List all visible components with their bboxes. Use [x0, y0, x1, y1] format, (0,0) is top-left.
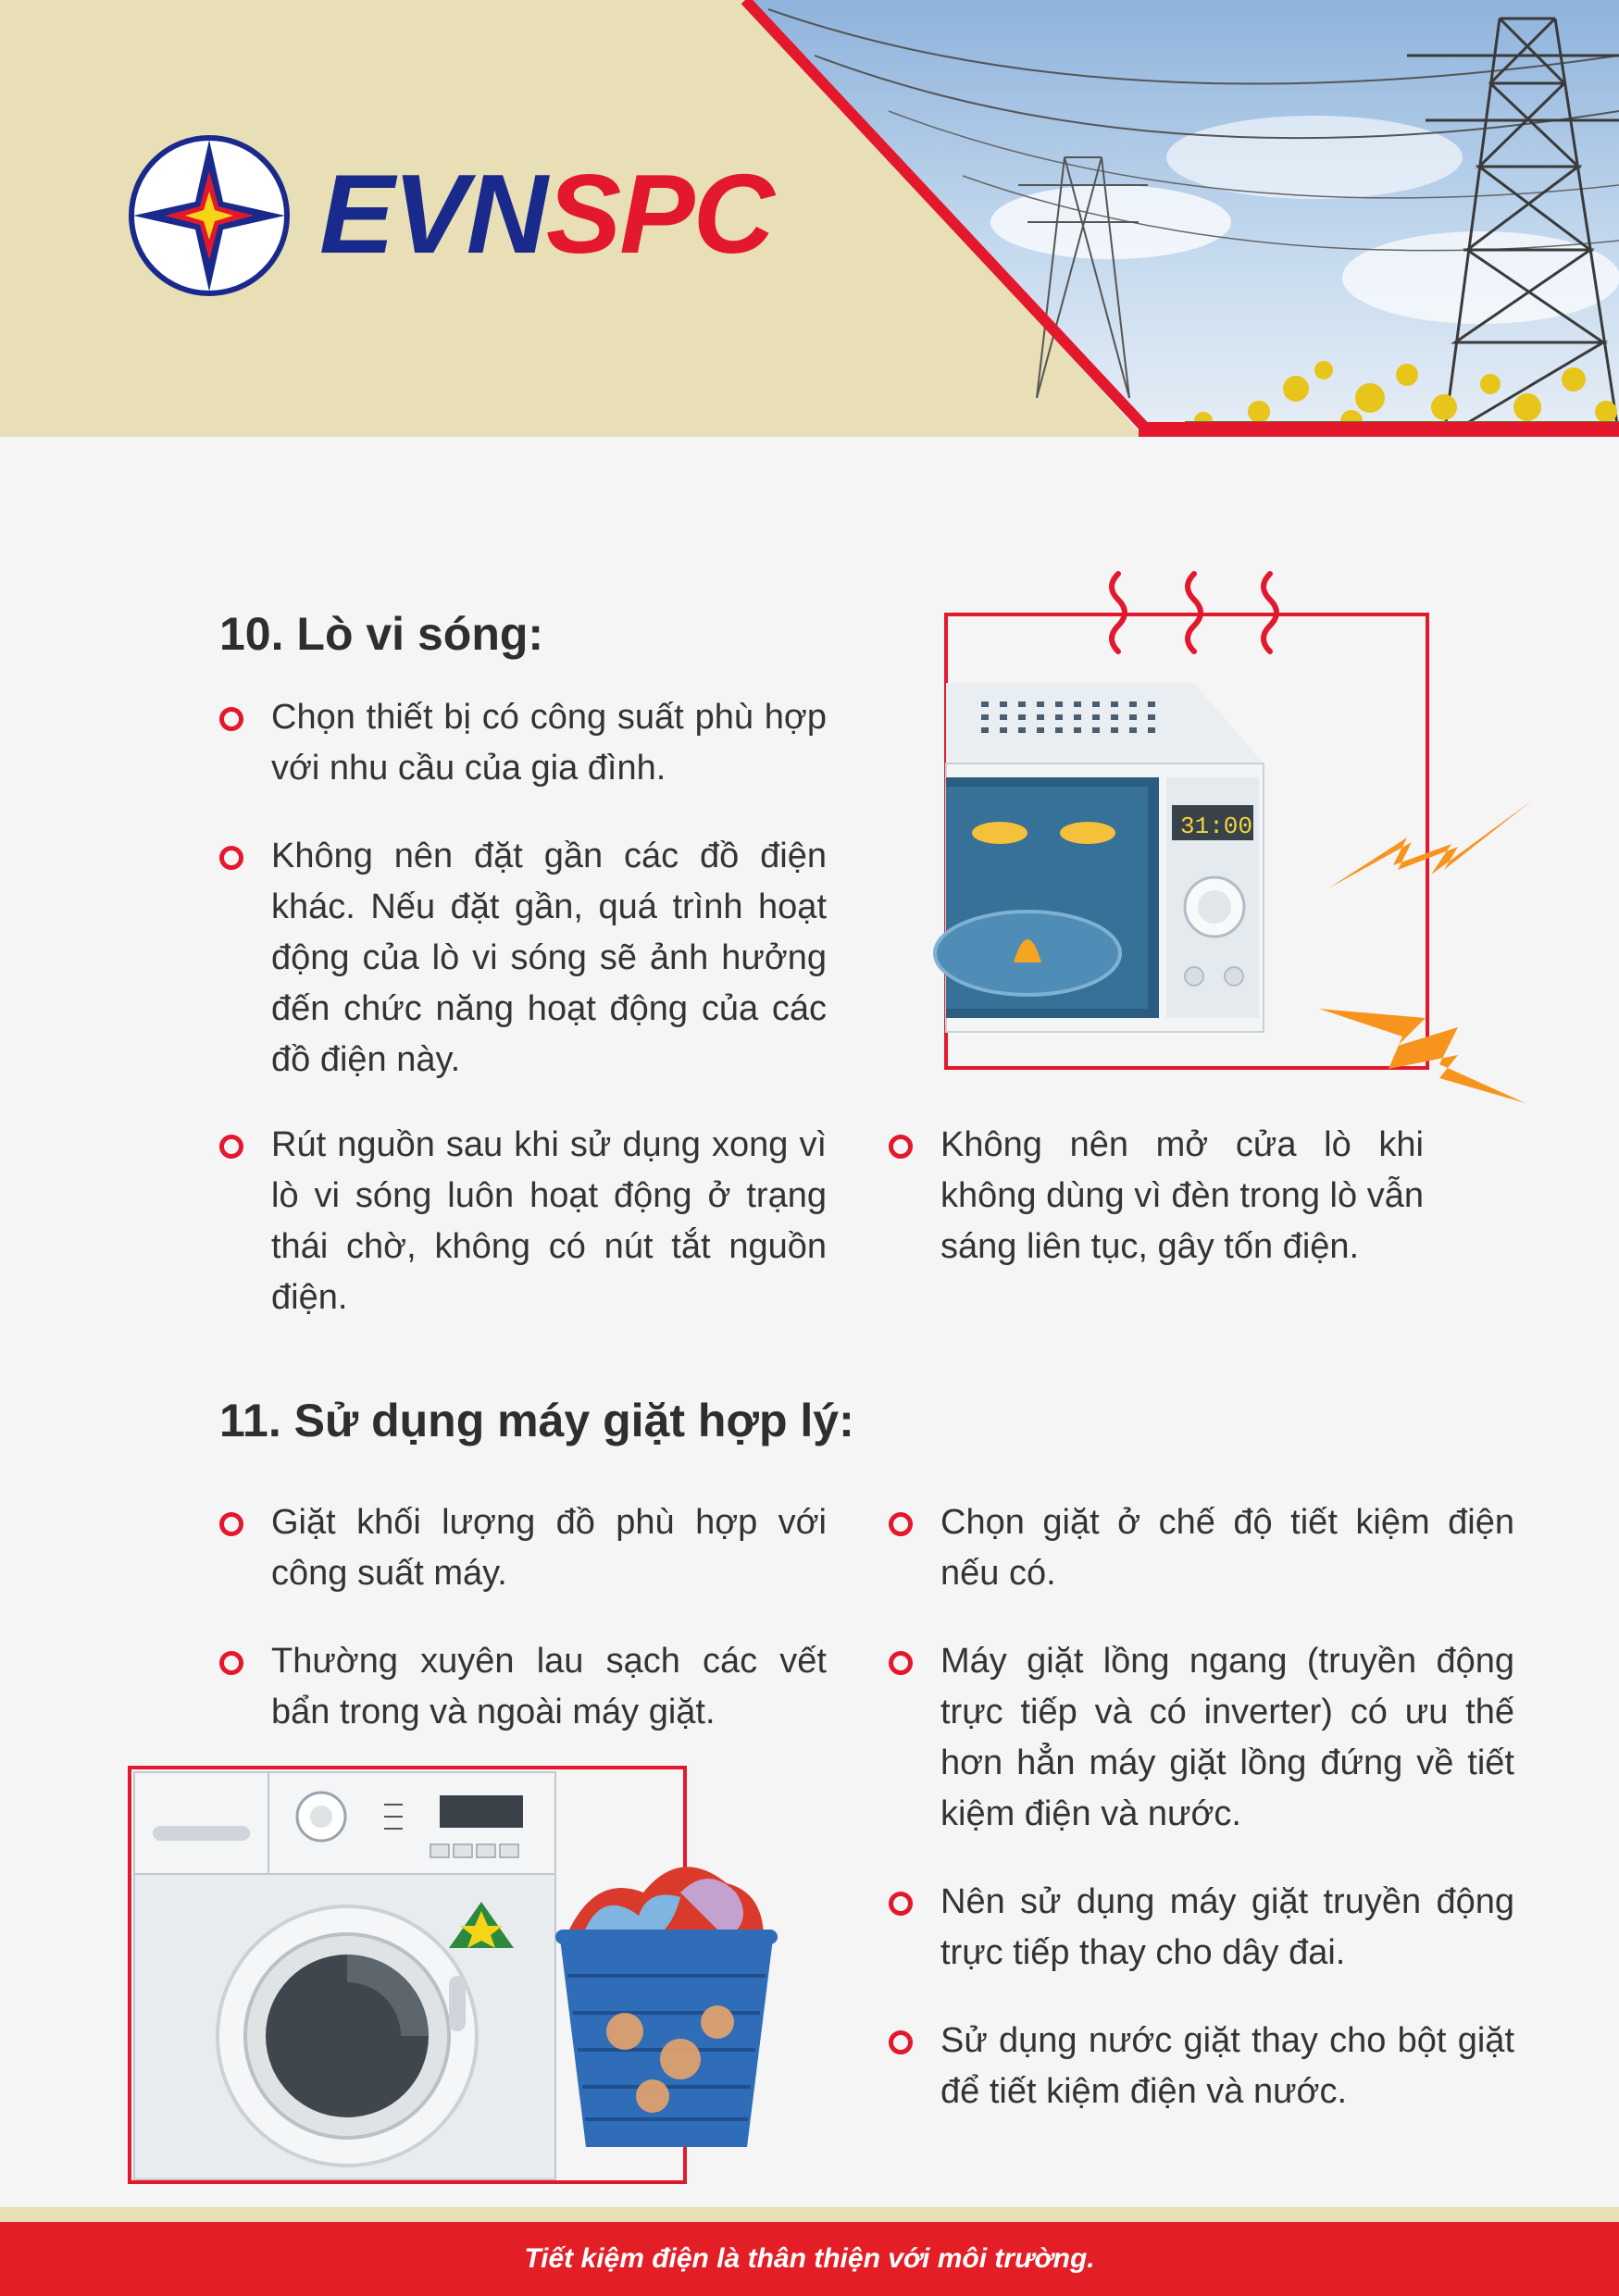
lightning-icon: [1328, 800, 1532, 888]
bullet-circle-icon: [889, 1512, 913, 1536]
list-item-text: Không nên đặt gần các đồ điện khác. Nếu đặt gần, quá trình hoạt động của lò vi sóng sẽ ảnh hưởng đến chức năng hoạt động của các đồ điện này.: [271, 837, 827, 1079]
list-item-text: Sử dụng nước giặt thay cho bột giặt để tiết kiệm điện và nước.: [940, 2021, 1514, 2111]
footer-slogan: Tiết kiệm điện là thân thiện với môi trường.: [524, 2243, 1095, 2274]
logo-spc-text: SPC: [545, 151, 773, 277]
footer-stripe: [0, 2207, 1619, 2222]
list-item-text: Không nên mở cửa lò khi không dùng vì đèn trong lò vẫn sáng liên tục, gây tốn điện.: [940, 1125, 1424, 1266]
list-item-text: Rút nguồn sau khi sử dụng xong vì lò vi sóng luôn hoạt động ở trạng thái chờ, không có nút tắt nguồn điện.: [271, 1125, 827, 1317]
microwave-illustration: [926, 555, 1574, 1120]
washing-machine-illustration: [125, 1763, 847, 2189]
section-10-title: 10. Lò vi sóng:: [219, 608, 544, 660]
evnspc-logo-icon: [128, 134, 291, 297]
bullet-circle-icon: [219, 1512, 243, 1536]
header-banner: [0, 0, 1619, 437]
bullet-circle-icon: [889, 1892, 913, 1916]
bullet-circle-icon: [889, 1135, 913, 1159]
company-logo-wordmark: [319, 151, 773, 277]
list-item-text: Máy giặt lồng ngang (truyền động trực tiếp và có inverter) có ưu thế hơn hẳn máy giặt lồng đứng về tiết kiệm điện và nước.: [940, 1642, 1514, 1833]
bullet-circle-icon: [219, 1135, 243, 1159]
list-item-text: Chọn giặt ở chế độ tiết kiệm điện nếu có.: [940, 1503, 1514, 1593]
footer-bar: [0, 2207, 1619, 2296]
list-item-text: Giặt khối lượng đồ phù hợp với công suất máy.: [271, 1503, 827, 1593]
bullet-circle-icon: [889, 2030, 913, 2054]
list-item-text: Thường xuyên lau sạch các vết bẩn trong và ngoài máy giặt.: [271, 1642, 827, 1731]
list-item-text: Chọn thiết bị có công suất phù hợp với nhu cầu của gia đình.: [271, 698, 827, 788]
bullet-circle-icon: [889, 1651, 913, 1675]
list-item-text: Nên sử dụng máy giặt truyền động trực tiếp thay cho dây đai.: [940, 1882, 1514, 1972]
logo-evn-text: EVN: [319, 151, 546, 277]
bullet-circle-icon: [219, 1651, 243, 1675]
bullet-circle-icon: [219, 707, 243, 731]
lightning-icon: [1319, 1009, 1526, 1103]
bullet-circle-icon: [219, 846, 243, 870]
microwave-display: 31:00: [1180, 813, 1253, 840]
section-11-title: 11. Sử dụng máy giặt hợp lý:: [219, 1395, 854, 1446]
